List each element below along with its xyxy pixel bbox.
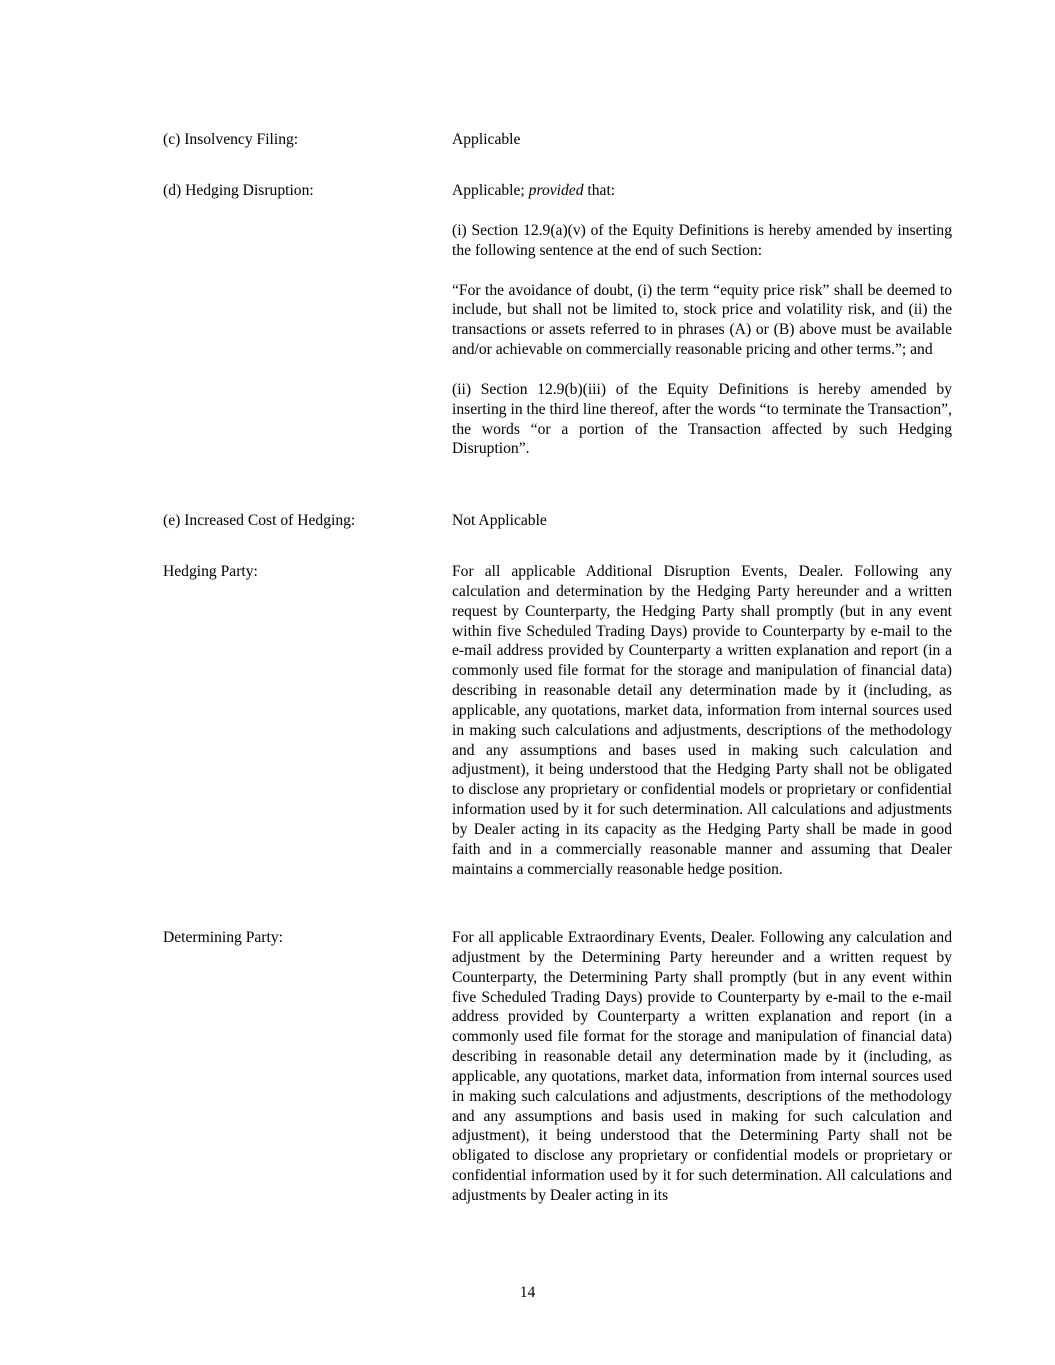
term-label: (e) Increased Cost of Hedging: — [163, 512, 356, 529]
term-value — [452, 928, 952, 1206]
lead-text: that: — [583, 182, 616, 199]
lead-text: Applicable; — [452, 182, 529, 199]
value-text: For all applicable Additional Disruption Events, Dealer. Following any calculation and determination by the Hedging Party hereunder and a written request by Counterparty, the Hedging Party shall promptly (but in any event within five Scheduled Trading Days) provide to Counterparty by e-mail to the e-mail address provided by Counterparty a written explanation and report (in a commonly used file format for the storage and manipulation of financial data) describing in reasonable detail any determination made by it (including, as applicable, any quotations, market data, information from internal sources used in making such calculations and adjustments, descriptions of the methodology and any assumptions and bases used in making such calculation and adjustment), it being understood that the Hedging Party shall not be obligated to disclose any proprietary or confidential models or proprietary or confidential information used by it for such determination. All calculations and adjustments by Dealer acting in its capacity as the Hedging Party shall be made in good faith and in a commercially reasonable manner and assuming that Dealer maintains a commercially reasonable hedge position. — [452, 563, 952, 878]
term-label: Hedging Party: — [163, 563, 258, 580]
page-number: 14 — [519, 1284, 536, 1301]
term-value — [452, 130, 952, 150]
term-value — [452, 181, 952, 459]
term-label: (c) Insolvency Filing: — [163, 131, 299, 148]
value-text: For all applicable Extraordinary Events, Dealer. Following any calculation and adjustment by the Determining Party hereunder and a written request by Counterparty, the Determining Party shall promptly (but in any event within five Scheduled Trading Days) provide to Counterparty by e-mail to the e-mail address provided by Counterparty a written explanation and report (in a commonly used file format for the storage and manipulation of financial data) describing in reasonable detail any determination made by it (including, as applicable, any quotations, market data, information from internal sources used in making such calculations and adjustments, descriptions of the methodology and any assumptions and basis used in making for such calculation and adjustment), it being understood that the Determining Party shall not be obligated to disclose any proprietary or confidential models or proprietary or confidential information used by it for such determination. All calculations and adjustments by Dealer acting in its — [452, 929, 952, 1204]
term-label: (d) Hedging Disruption: — [163, 182, 314, 199]
value-lead — [452, 181, 952, 201]
term-value — [452, 562, 952, 880]
value-text: Applicable — [452, 131, 521, 148]
quoted-paragraph: “For the avoidance of doubt, (i) the term “equity price risk” shall be deemed to include, but shall not be limited to, stock price and volatility risk, and (ii) the transactions or assets referred to in phrases (A) or (B) above must be available and/or achievable on commercially reasonable pricing and other terms.”; and — [452, 281, 952, 359]
amendment-paragraph: (i) Section 12.9(a)(v) of the Equity Definitions is hereby amended by inserting the following sentence at the end of such Section: — [452, 221, 952, 259]
term-label: Determining Party: — [163, 929, 283, 946]
value-text: Not Applicable — [452, 512, 547, 529]
amendment-paragraph: (ii) Section 12.9(b)(iii) of the Equity Definitions is hereby amended by inserting in the third line thereof, after the words “to terminate the Transaction”, the words “or a portion of the Transaction affected by such Hedging Disruption”. — [452, 380, 952, 458]
lead-italic: provided — [528, 182, 584, 199]
term-value — [452, 511, 952, 531]
